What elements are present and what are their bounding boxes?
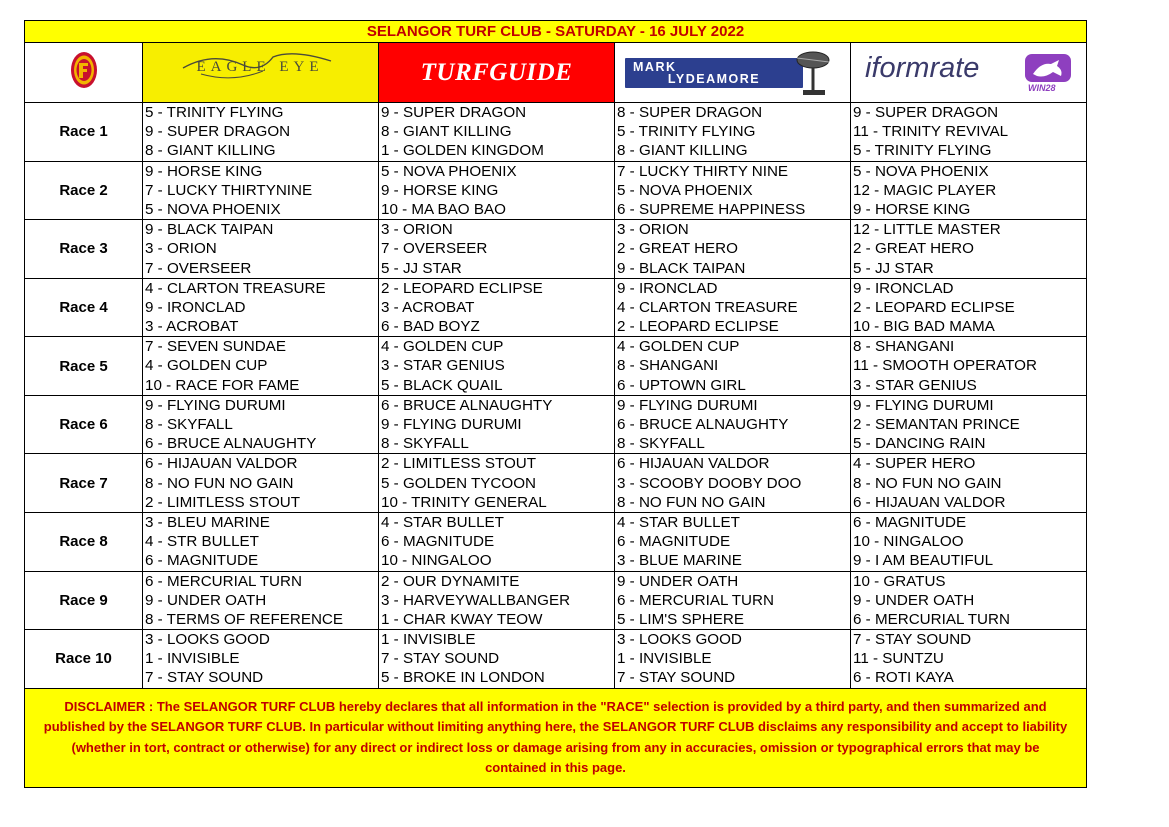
horse-pick: 1 - INVISIBLE [145, 650, 240, 668]
mark-lydeamore-badge [625, 58, 803, 88]
selection-cell [615, 220, 851, 279]
horse-pick: 5 - LIM'S SPHERE [617, 610, 744, 628]
horse-pick: 9 - UNDER OATH [617, 572, 739, 590]
selection-cell [379, 571, 615, 630]
horse-pick: 4 - GOLDEN CUP [381, 338, 504, 356]
horse-pick: 9 - FLYING DURUMI [381, 416, 522, 433]
horse-pick: 9 - SUPER DRAGON [853, 104, 999, 121]
horse-pick: 7 - LUCKY THIRTY NINE [617, 162, 789, 180]
race-row [25, 337, 1087, 396]
horse-pick: 6 - BRUCE ALNAUGHTY [381, 396, 553, 414]
horse-pick: 8 - SHANGANI [617, 357, 719, 375]
selection-cell [143, 571, 379, 630]
horse-pick: 2 - SEMANTAN PRINCE [853, 416, 1020, 433]
horse-pick: 7 - STAY SOUND [381, 650, 500, 668]
horse-pick: 8 - GIANT KILLING [145, 142, 276, 160]
horse-pick: 12 - LITTLE MASTER [853, 221, 1001, 239]
horse-pick: 2 - GREAT HERO [617, 240, 738, 258]
race-row [25, 512, 1087, 571]
horse-pick: 8 - NO FUN NO GAIN [145, 474, 294, 492]
race-label: Race 2 [25, 161, 143, 220]
race-label: Race 4 [25, 278, 143, 337]
horse-pick: 9 - IRONCLAD [853, 279, 954, 297]
horse-pick: 3 - STAR GENIUS [381, 357, 505, 375]
horse-pick: 7 - OVERSEER [145, 259, 252, 277]
horse-pick: 10 - MA BAO BAO [381, 200, 506, 218]
horse-pick: 3 - STAR GENIUS [853, 376, 977, 394]
horse-pick: 10 - GRATUS [853, 572, 946, 590]
horse-pick: 11 - TRINITY REVIVAL [853, 123, 1009, 141]
turfguide-logo-cell [379, 43, 615, 103]
horse-pick: 2 - LIMITLESS STOUT [381, 455, 537, 473]
horse-pick: 4 - SUPER HERO [853, 455, 976, 473]
selection-cell [143, 454, 379, 513]
horse-pick: 9 - UNDER OATH [853, 591, 975, 609]
horse-pick: 6 - ROTI KAYA [853, 669, 954, 687]
selection-cell [615, 454, 851, 513]
horse-pick: 5 - JJ STAR [381, 259, 462, 277]
horse-pick: 2 - LEOPARD ECLIPSE [853, 298, 1015, 316]
horse-pick: 4 - STAR BULLET [617, 513, 740, 531]
horse-pick: 5 - BLACK QUAIL [381, 376, 503, 394]
horse-pick: 3 - ORION [617, 221, 689, 239]
mark-lydeamore-line2: LYDEAMORE [667, 71, 761, 86]
horse-pick: 3 - SCOOBY DOOBY DOO [617, 474, 802, 492]
horse-pick: 9 - FLYING DURUMI [145, 396, 286, 414]
horse-pick: 4 - CLARTON TREASURE [145, 279, 326, 297]
horse-pick: 6 - BRUCE ALNAUGHTY [617, 416, 789, 433]
selection-cell [615, 571, 851, 630]
horse-pick: 5 - NOVA PHOENIX [145, 200, 281, 218]
iformrate-name: iformrate [865, 51, 980, 84]
horse-pick: 3 - ORION [381, 221, 453, 239]
horse-pick: 6 - MAGNITUDE [853, 513, 967, 531]
race-label: Race 5 [25, 337, 143, 396]
horse-pick: 9 - HORSE KING [381, 181, 499, 199]
horse-pick: 1 - GOLDEN KINGDOM [381, 142, 544, 160]
selection-cell [379, 161, 615, 220]
race-label: Race 7 [25, 454, 143, 513]
selection-cell [143, 220, 379, 279]
eagle-eye-logo-icon [143, 43, 377, 97]
selection-cell [851, 571, 1087, 630]
horse-pick: 6 - UPTOWN GIRL [617, 376, 746, 394]
selection-cell [851, 395, 1087, 454]
selangor-turf-club-logo-cell [25, 43, 143, 103]
horse-pick: 7 - LUCKY THIRTYNINE [145, 181, 313, 199]
horse-pick: 10 - BIG BAD MAMA [853, 318, 995, 336]
selection-cell [851, 337, 1087, 396]
horse-pick: 6 - MAGNITUDE [617, 533, 731, 551]
selection-cell [851, 630, 1087, 689]
horse-pick: 4 - CLARTON TREASURE [617, 298, 798, 316]
selection-cell [379, 512, 615, 571]
horse-pick: 8 - SKYFALL [617, 435, 705, 453]
horse-pick: 7 - STAY SOUND [145, 669, 264, 687]
horse-pick: 2 - LIMITLESS STOUT [145, 493, 301, 511]
selections-sheet [24, 20, 1086, 788]
horse-pick: 6 - MERCURIAL TURN [853, 610, 1010, 628]
selection-cell [615, 103, 851, 162]
selection-cell [615, 395, 851, 454]
horse-pick: 5 - JJ STAR [853, 259, 934, 277]
horse-pick: 6 - HIJAUAN VALDOR [145, 455, 298, 473]
selection-cell [615, 337, 851, 396]
horse-pick: 8 - SUPER DRAGON [617, 104, 763, 121]
horse-pick: 6 - HIJAUAN VALDOR [617, 455, 770, 473]
horse-pick: 8 - SKYFALL [145, 416, 233, 433]
horse-pick: 3 - BLEU MARINE [145, 513, 270, 531]
race-label: Race 3 [25, 220, 143, 279]
horse-pick: 11 - SUNTZU [853, 650, 944, 668]
horse-pick: 12 - MAGIC PLAYER [853, 181, 997, 199]
horse-pick: 9 - HORSE KING [145, 162, 263, 180]
selection-cell [143, 103, 379, 162]
selection-cell [615, 278, 851, 337]
selection-cell [851, 103, 1087, 162]
horse-pick: 9 - IRONCLAD [145, 298, 246, 316]
selection-cell [615, 630, 851, 689]
horse-pick: 9 - SUPER DRAGON [145, 123, 291, 141]
race-label: Race 10 [25, 630, 143, 689]
horse-pick: 10 - NINGALOO [853, 533, 964, 551]
turfguide-name: TURFGUIDE [420, 58, 573, 86]
horse-pick: 5 - NOVA PHOENIX [617, 181, 753, 199]
selection-cell [615, 161, 851, 220]
horse-pick: 9 - BLACK TAIPAN [617, 259, 746, 277]
horse-pick: 6 - MERCURIAL TURN [617, 591, 774, 609]
horse-pick: 5 - BROKE IN LONDON [381, 669, 545, 687]
horse-pick: 1 - INVISIBLE [381, 631, 476, 649]
selection-cell [379, 103, 615, 162]
horse-pick: 6 - HIJAUAN VALDOR [853, 493, 1006, 511]
selection-cell [851, 278, 1087, 337]
race-row [25, 103, 1087, 162]
horse-pick: 4 - STAR BULLET [381, 513, 504, 531]
horse-pick: 6 - BAD BOYZ [381, 318, 480, 336]
horse-pick: 9 - FLYING DURUMI [617, 396, 758, 414]
horse-pick: 9 - IRONCLAD [617, 279, 718, 297]
horse-pick: 3 - BLUE MARINE [617, 552, 742, 570]
horse-pick: 9 - SUPER DRAGON [381, 104, 527, 121]
race-row [25, 278, 1087, 337]
horse-pick: 6 - MERCURIAL TURN [145, 572, 302, 590]
race-label: Race 9 [25, 571, 143, 630]
selection-cell [851, 161, 1087, 220]
horse-pick: 10 - TRINITY GENERAL [381, 493, 547, 511]
selection-cell [143, 278, 379, 337]
horse-pick: 5 - NOVA PHOENIX [381, 162, 517, 180]
horse-pick: 5 - NOVA PHOENIX [853, 162, 989, 180]
horse-pick: 4 - GOLDEN CUP [617, 338, 740, 356]
iformrate-logo-cell [851, 43, 1087, 103]
selection-cell [851, 512, 1087, 571]
horse-pick: 8 - GIANT KILLING [617, 142, 748, 160]
horse-pick: 5 - TRINITY FLYING [853, 142, 992, 160]
horse-pick: 6 - SUPREME HAPPINESS [617, 200, 806, 218]
horse-pick: 8 - SKYFALL [381, 435, 469, 453]
horse-pick: 7 - STAY SOUND [617, 669, 736, 687]
horse-pick: 5 - GOLDEN TYCOON [381, 474, 536, 492]
logo-row [25, 43, 1087, 103]
race-label: Race 8 [25, 512, 143, 571]
horse-pick: 7 - OVERSEER [381, 240, 488, 258]
microphone-icon [789, 50, 839, 98]
horse-pick: 3 - ORION [145, 240, 217, 258]
selection-cell [851, 220, 1087, 279]
horse-pick: 10 - RACE FOR FAME [145, 376, 300, 394]
race-row [25, 161, 1087, 220]
horse-pick: 2 - OUR DYNAMITE [381, 572, 520, 590]
horse-pick: 5 - TRINITY FLYING [617, 123, 756, 141]
selection-cell [851, 454, 1087, 513]
horse-pick: 6 - MAGNITUDE [381, 533, 495, 551]
horse-pick: 4 - GOLDEN CUP [145, 357, 268, 375]
horse-pick: 2 - GREAT HERO [853, 240, 974, 258]
race-row [25, 571, 1087, 630]
horse-pick: 3 - ACROBAT [145, 318, 239, 336]
horse-pick: 5 - TRINITY FLYING [145, 104, 284, 121]
horse-pick: 6 - BRUCE ALNAUGHTY [145, 435, 317, 453]
selection-cell [379, 630, 615, 689]
selection-cell [379, 395, 615, 454]
selection-cell [143, 337, 379, 396]
selection-cell [379, 454, 615, 513]
selection-cell [143, 630, 379, 689]
horse-pick: 8 - GIANT KILLING [381, 123, 512, 141]
horse-pick: 7 - STAY SOUND [853, 631, 972, 649]
race-label: Race 6 [25, 395, 143, 454]
eagle-eye-logo-cell [143, 43, 379, 103]
horse-pick: 1 - CHAR KWAY TEOW [381, 610, 543, 628]
selection-cell [379, 278, 615, 337]
disclaimer: DISCLAIMER : The SELANGOR TURF CLUB hereby declares that all information in the "RACE" selection is provided by a third party, and then summarized and published by the SELANGOR TURF CLUB. In particular without limiting anything here, the SELANGOR TURF CLUB disclaims any responsibility and accept to liability (whether in tort, contract or otherwise) for any direct or indirect loss or damage arising from any in accuracies, omission or typographical errors that may be contained in this page. [24, 689, 1087, 788]
race-row [25, 220, 1087, 279]
selection-cell [379, 337, 615, 396]
horse-pick: 9 - BLACK TAIPAN [145, 221, 274, 239]
horse-pick: 9 - FLYING DURUMI [853, 396, 994, 414]
horse-pick: 8 - TERMS OF REFERENCE [145, 610, 344, 628]
horse-pick: 1 - INVISIBLE [617, 650, 712, 668]
horse-pick: 3 - LOOKS GOOD [145, 631, 270, 649]
race-label: Race 1 [25, 103, 143, 162]
horse-pick: 8 - SHANGANI [853, 338, 955, 356]
selection-cell [143, 161, 379, 220]
mark-lydeamore-line1: MARK [633, 59, 677, 74]
selangor-turf-club-icon [69, 50, 99, 90]
horse-pick: 8 - NO FUN NO GAIN [853, 474, 1002, 492]
horse-pick: 6 - MAGNITUDE [145, 552, 259, 570]
selection-cell [143, 395, 379, 454]
eagle-eye-name: EAGLE EYE [196, 59, 324, 75]
horse-pick: 8 - NO FUN NO GAIN [617, 493, 766, 511]
horse-pick: 3 - ACROBAT [381, 298, 475, 316]
win28-label: WIN28 [1028, 82, 1056, 93]
selection-cell [379, 220, 615, 279]
race-row [25, 395, 1087, 454]
horse-pick: 9 - UNDER OATH [145, 591, 267, 609]
race-row [25, 454, 1087, 513]
horse-pick: 11 - SMOOTH OPERATOR [853, 357, 1037, 375]
selections-table [24, 20, 1087, 689]
horse-pick: 10 - NINGALOO [381, 552, 492, 570]
mark-lydeamore-logo-cell [615, 43, 851, 103]
selection-cell [143, 512, 379, 571]
horse-pick: 2 - LEOPARD ECLIPSE [381, 279, 543, 297]
page-title: SELANGOR TURF CLUB - SATURDAY - 16 JULY 2022 [25, 21, 1087, 43]
horse-pick: 5 - DANCING RAIN [853, 435, 986, 453]
selection-cell [615, 512, 851, 571]
horse-pick: 9 - I AM BEAUTIFUL [853, 552, 994, 570]
race-row [25, 630, 1087, 689]
horse-pick: 3 - HARVEYWALLBANGER [381, 591, 571, 609]
horse-pick: 7 - SEVEN SUNDAE [145, 338, 286, 356]
horse-pick: 4 - STR BULLET [145, 533, 259, 551]
horse-pick: 2 - LEOPARD ECLIPSE [617, 318, 779, 336]
horse-pick: 3 - LOOKS GOOD [617, 631, 742, 649]
horse-pick: 9 - HORSE KING [853, 200, 971, 218]
